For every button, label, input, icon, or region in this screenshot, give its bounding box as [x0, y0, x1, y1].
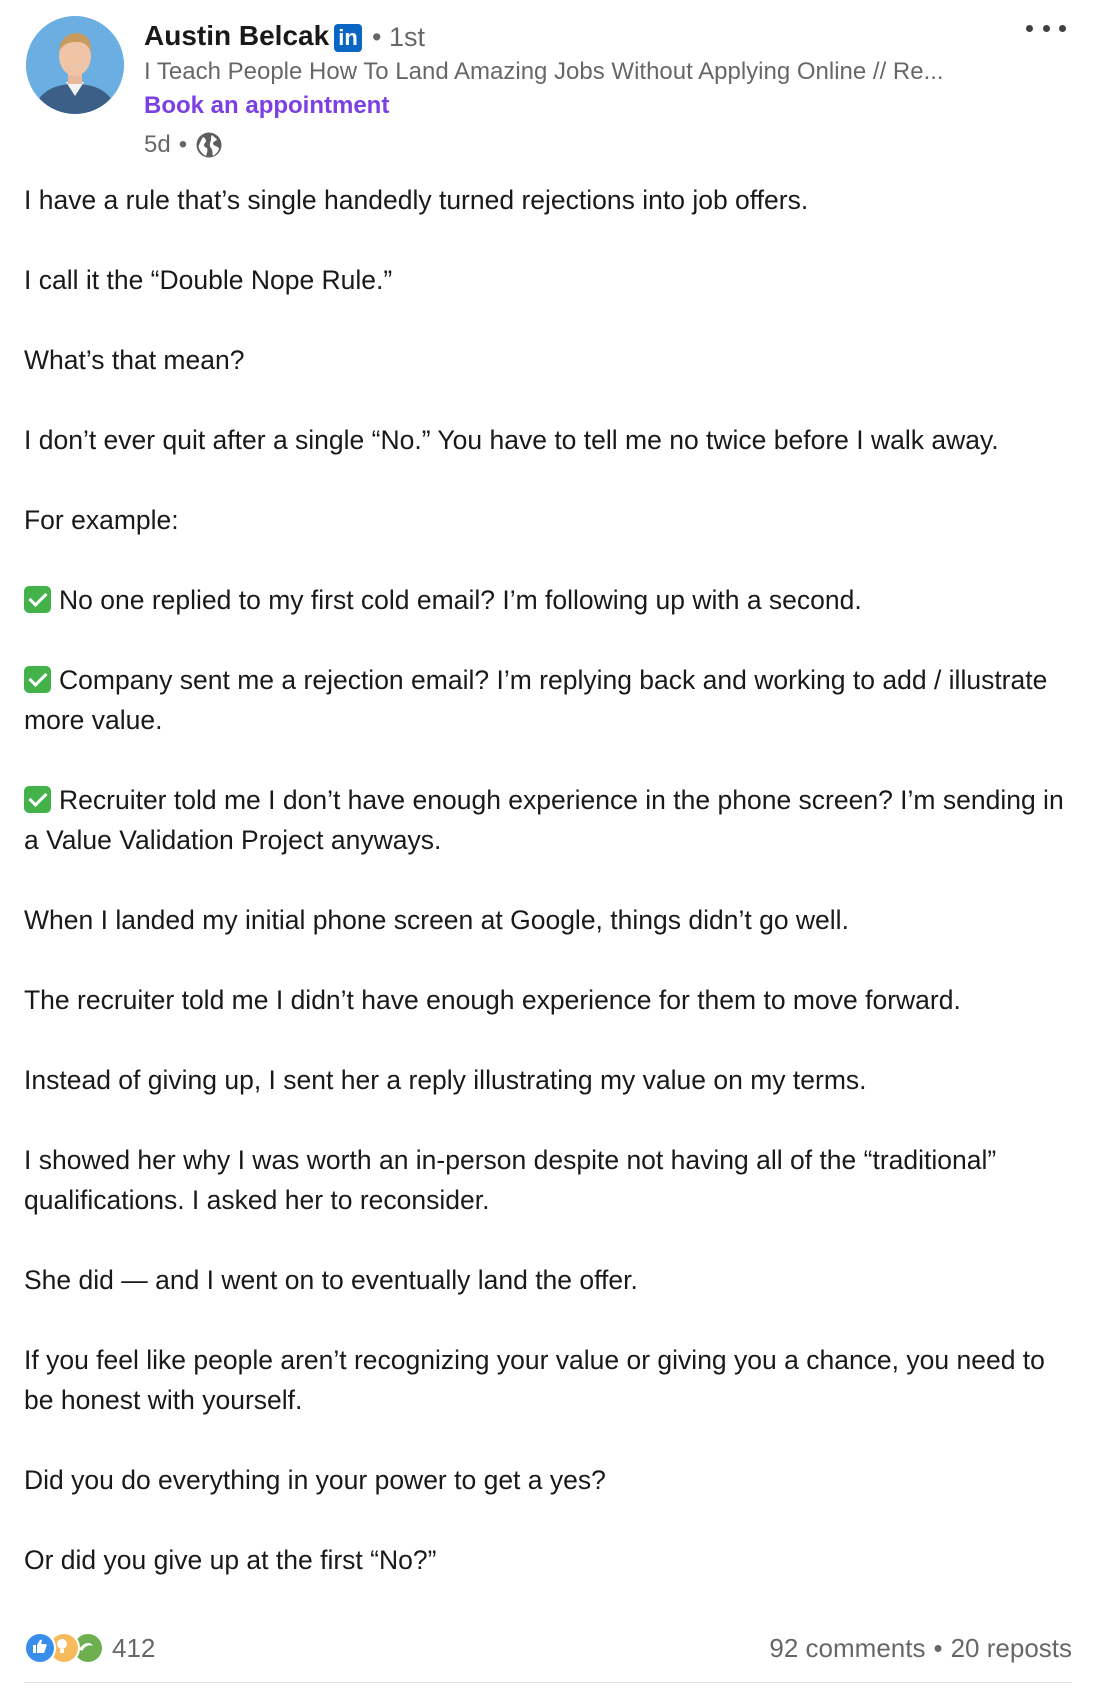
- post-paragraph: If you feel like people aren’t recognizing your value or giving you a chance, you need to be honest with yourself.: [24, 1345, 1045, 1415]
- author-name[interactable]: Austin Belcak: [144, 20, 330, 51]
- counts-separator: •: [933, 1632, 943, 1663]
- post-paragraph: For example:: [24, 505, 179, 535]
- engagement-counts: [769, 1628, 1072, 1668]
- dot: [1043, 25, 1050, 32]
- more-options-button[interactable]: [1026, 14, 1066, 42]
- book-appointment-link[interactable]: Book an appointment: [144, 92, 390, 119]
- post-time: 5d: [144, 131, 171, 158]
- post-paragraph: Did you do everything in your power to get a yes?: [24, 1465, 606, 1495]
- meta-separator: •: [178, 131, 188, 158]
- reposts-count-link[interactable]: 20 reposts: [950, 1632, 1072, 1663]
- post-paragraph: What’s that mean?: [24, 345, 245, 375]
- dot: [1059, 25, 1066, 32]
- checklist-item: [24, 780, 1064, 860]
- check-mark-icon: [24, 666, 51, 693]
- check-mark-icon: [24, 786, 51, 813]
- comments-count-link[interactable]: 92 comments: [769, 1632, 926, 1663]
- social-counts-bar: [24, 1628, 1072, 1668]
- checklist-text: Recruiter told me I don’t have enough experience in the phone screen? I’m sending in a Value Validation Project anyways.: [24, 785, 1064, 855]
- post-paragraph: Instead of giving up, I sent her a reply illustrating my value on my terms.: [24, 1065, 867, 1095]
- post-paragraph: Or did you give up at the first “No?”: [24, 1545, 437, 1575]
- reactions-count: 412: [112, 1632, 156, 1663]
- post-paragraph: I have a rule that’s single handedly turned rejections into job offers.: [24, 185, 809, 215]
- more-horizontal-icon: [1026, 25, 1033, 32]
- post-meta: [144, 128, 223, 162]
- post-paragraph: I don’t ever quit after a single “No.” You have to tell me no twice before I walk away.: [24, 425, 999, 455]
- author-avatar[interactable]: [26, 16, 124, 114]
- like-reaction-icon: [24, 1632, 56, 1664]
- author-headline: I Teach People How To Land Amazing Jobs Without Applying Online // Re...: [144, 58, 944, 85]
- post-paragraph: The recruiter told me I didn’t have enough experience for them to move forward.: [24, 985, 961, 1015]
- checklist-text: Company sent me a rejection email? I’m replying back and working to add / illustrate more value.: [24, 665, 1048, 735]
- reactions-summary[interactable]: [24, 1628, 155, 1668]
- connection-degree: • 1st: [372, 22, 425, 52]
- checklist-text: No one replied to my first cold email? I’m following up with a second.: [59, 585, 862, 615]
- checklist-item: [24, 660, 1064, 740]
- divider: [24, 1682, 1072, 1683]
- post-paragraph: When I landed my initial phone screen at Google, things didn’t go well.: [24, 905, 849, 935]
- post-paragraph: I call it the “Double Nope Rule.”: [24, 265, 393, 295]
- post-body: [24, 180, 1064, 1620]
- checklist-item: [24, 580, 1064, 620]
- linkedin-icon: in: [334, 24, 362, 52]
- post-paragraph: I showed her why I was worth an in-person despite not having all of the “traditional” qualifications. I asked her to reconsider.: [24, 1145, 997, 1215]
- post-paragraph: She did — and I went on to eventually land the offer.: [24, 1265, 638, 1295]
- globe-icon: [195, 131, 223, 159]
- check-mark-icon: [24, 586, 51, 613]
